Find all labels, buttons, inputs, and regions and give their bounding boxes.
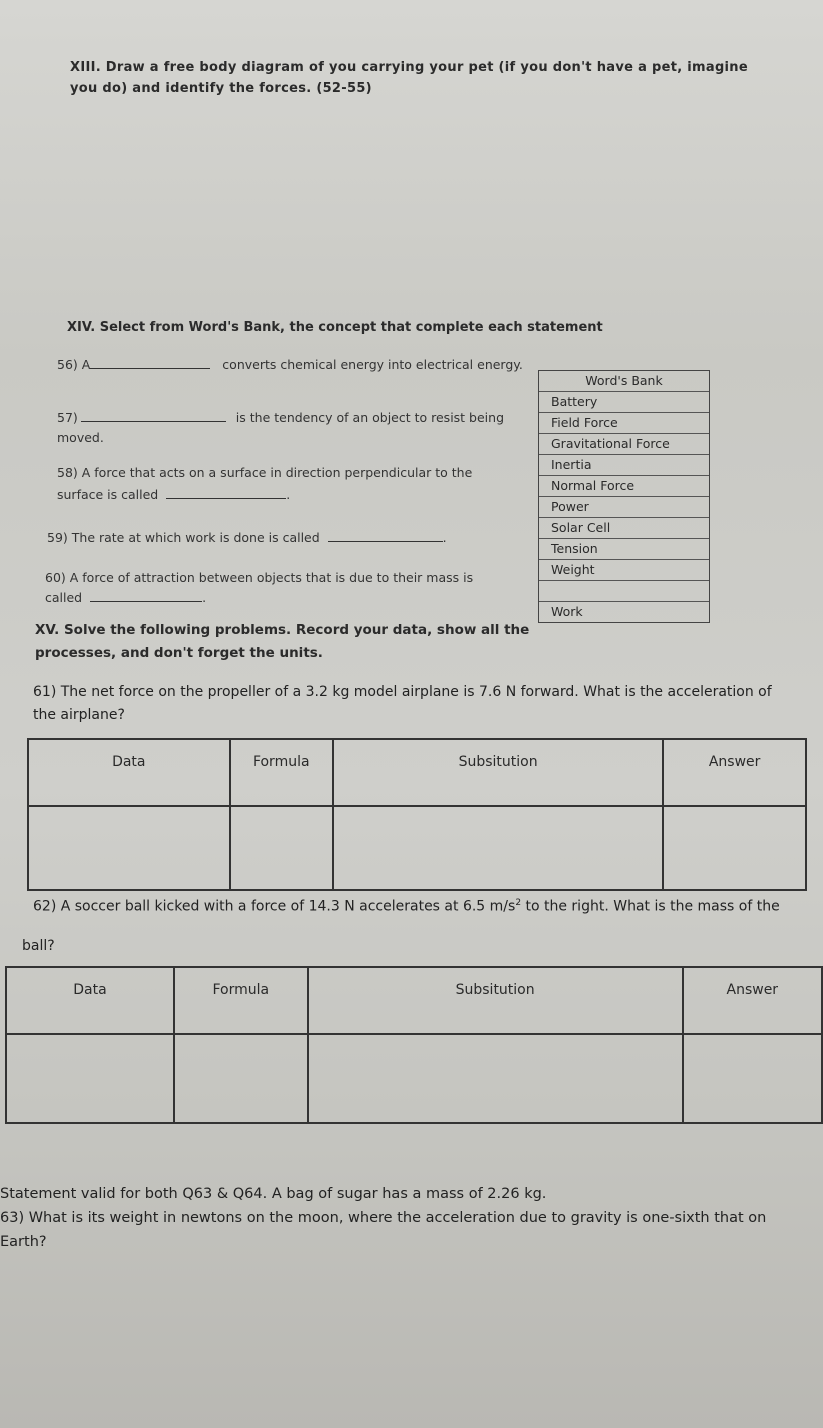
word-bank-item: Inertia [539, 454, 709, 475]
header-substitution: Subsitution [333, 739, 663, 806]
q61-line2: the airplane? [33, 707, 125, 723]
q62-line1 [33, 898, 780, 915]
substitution-cell[interactable] [308, 1034, 683, 1123]
header-formula: Formula [230, 739, 333, 806]
header-data: Data [6, 967, 174, 1034]
header-formula: Formula [174, 967, 308, 1034]
q62-line1-a: 62) A soccer ball kicked with a force of 14.3 N accelerates at 6.5 m/s [33, 898, 516, 915]
statement-line2: 63) What is its weight in newtons on the moon, where the acceleration due to gravity is one-sixth that on [0, 1210, 767, 1226]
table-row [6, 1034, 822, 1123]
q57-text: is the tendency of an object to resist being [235, 410, 505, 425]
section13-line2: you do) and identify the forces. (52-55) [70, 81, 372, 96]
q59-blank[interactable] [328, 541, 443, 542]
word-bank-item [539, 580, 709, 601]
q61-answer-table [27, 738, 807, 891]
table-header-row [6, 967, 822, 1034]
word-bank-item: Solar Cell [539, 517, 709, 538]
q56-number: 56) A [57, 357, 91, 372]
q58-blank[interactable] [166, 498, 286, 499]
word-bank-item: Gravitational Force [539, 433, 709, 454]
q60-line2: called [45, 590, 83, 605]
q60-end: . [202, 590, 207, 605]
q56-blank[interactable] [90, 368, 210, 369]
word-bank-item: Normal Force [539, 475, 709, 496]
formula-cell[interactable] [230, 806, 333, 890]
word-bank [538, 370, 710, 623]
word-bank-item: Work [539, 601, 709, 622]
q57-text2: moved. [57, 430, 104, 445]
answer-cell[interactable] [683, 1034, 822, 1123]
q56-text: converts chemical energy into electrical energy. [222, 357, 523, 372]
question-58-line2 [57, 487, 290, 502]
q58-line2: surface is called [57, 487, 159, 502]
q60-line1: 60) A force of attraction between objects that is due to their mass is [45, 570, 474, 585]
word-bank-item: Weight [539, 559, 709, 580]
q62-superscript: 2 [515, 898, 522, 908]
table-row [28, 806, 806, 890]
section15-line1: XV. Solve the following problems. Record your data, show all the [35, 622, 530, 638]
header-answer: Answer [683, 967, 822, 1034]
word-bank-item: Power [539, 496, 709, 517]
q62-answer-table [5, 966, 823, 1124]
question-56 [57, 357, 523, 372]
q57-number: 57) [57, 410, 78, 425]
section14-heading: XIV. Select from Word's Bank, the concept that complete each statement [67, 320, 603, 335]
substitution-cell[interactable] [333, 806, 663, 890]
q57-blank[interactable] [81, 421, 226, 422]
statement-line1: Statement valid for both Q63 & Q64. A bag of sugar has a mass of 2.26 kg. [0, 1186, 547, 1202]
header-answer: Answer [663, 739, 806, 806]
question-57 [57, 410, 504, 425]
word-bank-title: Word's Bank [585, 373, 663, 388]
q59-text: 59) The rate at which work is done is called [47, 530, 320, 545]
q59-end: . [442, 530, 447, 545]
header-data: Data [28, 739, 230, 806]
question-59 [47, 530, 447, 545]
q60-blank[interactable] [90, 601, 202, 602]
word-bank-item: Battery [539, 391, 709, 412]
data-cell[interactable] [28, 806, 230, 890]
word-bank-item: Tension [539, 538, 709, 559]
q62-line2: ball? [22, 938, 55, 954]
formula-cell[interactable] [174, 1034, 308, 1123]
q58-end: . [286, 487, 291, 502]
q58-line1: 58) A force that acts on a surface in direction perpendicular to the [57, 465, 473, 480]
word-bank-item: Field Force [539, 412, 709, 433]
answer-cell[interactable] [663, 806, 806, 890]
section13-line1: XIII. Draw a free body diagram of you carrying your pet (if you don't have a pet, imagine [70, 60, 748, 75]
statement-line3: Earth? [0, 1234, 47, 1250]
table-header-row [28, 739, 806, 806]
q61-line1: 61) The net force on the propeller of a 3.2 kg model airplane is 7.6 N forward. What is the acceleration of [33, 684, 772, 700]
data-cell[interactable] [6, 1034, 174, 1123]
header-substitution: Subsitution [308, 967, 683, 1034]
q62-line1-b: to the right. What is the mass of the [521, 898, 780, 915]
section15-line2: processes, and don't forget the units. [35, 645, 323, 661]
question-60-line2 [45, 590, 206, 605]
